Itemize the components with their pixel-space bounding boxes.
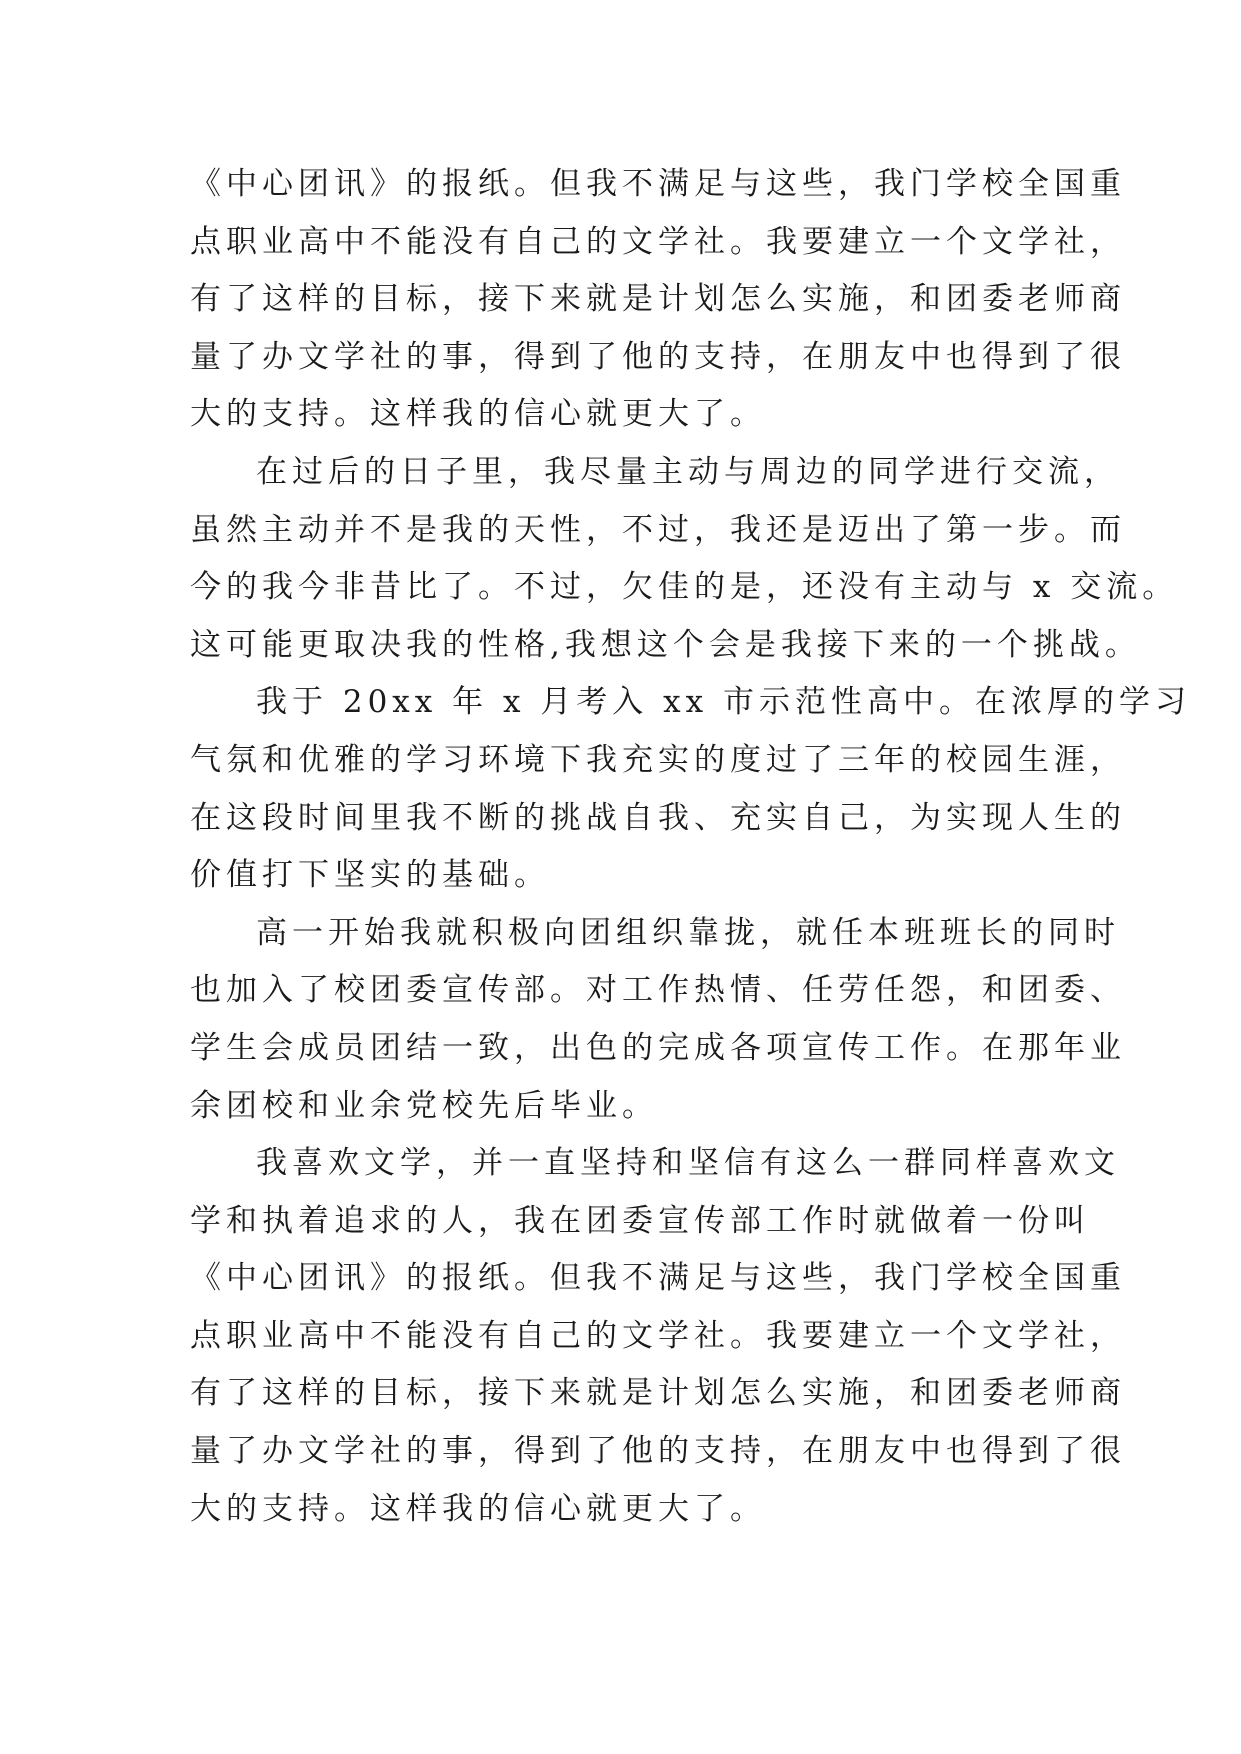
paragraph-3: [190, 674, 1191, 904]
text-line: 在这段时间里我不断的挑战自我、充实自己，为实现人生的: [190, 799, 1126, 836]
text-line: 大的支持。这样我的信心就更大了。: [190, 396, 766, 433]
text-line: 这可能更取决我的性格,我想这个会是我接下来的一个挑战。: [190, 626, 1141, 663]
text-line: 有了这样的目标，接下来就是计划怎么实施，和团委老师商: [190, 1375, 1126, 1412]
paragraph-5: [190, 1135, 1126, 1538]
text-line: 学和执着追求的人，我在团委宣传部工作时就做着一份叫: [190, 1202, 1090, 1239]
text-line: 余团校和业余党校先后毕业。: [190, 1087, 658, 1124]
paragraph-1: [190, 156, 1126, 444]
text-line: 高一开始我就积极向团组织靠拢，就任本班班长的同时: [256, 914, 1120, 951]
text-line: 我喜欢文学，并一直坚持和坚信有这么一群同样喜欢文: [256, 1145, 1120, 1182]
paragraph-4: [190, 905, 1126, 1135]
paragraph-2: [190, 444, 1179, 674]
text-line: 今的我今非昔比了。不过，欠佳的是，还没有主动与 x 交流。: [190, 569, 1179, 606]
text-line: 《中心团讯》的报纸。但我不满足与这些，我门学校全国重: [190, 1260, 1126, 1297]
document-body: [190, 156, 1191, 1538]
text-line: 量了办文学社的事，得到了他的支持，在朋友中也得到了很: [190, 1433, 1126, 1470]
text-line: 有了这样的目标，接下来就是计划怎么实施，和团委老师商: [190, 281, 1126, 318]
text-line: 大的支持。这样我的信心就更大了。: [190, 1490, 766, 1527]
text-line: 点职业高中不能没有自己的文学社。我要建立一个文学社，: [190, 1317, 1126, 1354]
text-line: 气氛和优雅的学习环境下我充实的度过了三年的校园生涯，: [190, 741, 1126, 778]
text-line: 学生会成员团结一致，出色的完成各项宣传工作。在那年业: [190, 1029, 1126, 1066]
text-line: 价值打下坚实的基础。: [190, 857, 550, 894]
text-line: 点职业高中不能没有自己的文学社。我要建立一个文学社，: [190, 223, 1126, 260]
text-line: 量了办文学社的事，得到了他的支持，在朋友中也得到了很: [190, 338, 1126, 375]
text-line: 在过后的日子里，我尽量主动与周边的同学进行交流，: [256, 453, 1120, 490]
text-line: 我于 20xx 年 x 月考入 xx 市示范性高中。在浓厚的学习: [256, 684, 1191, 721]
text-line: 《中心团讯》的报纸。但我不满足与这些，我门学校全国重: [190, 166, 1126, 202]
text-line: 虽然主动并不是我的天性，不过，我还是迈出了第一步。而: [190, 511, 1126, 548]
text-line: 也加入了校团委宣传部。对工作热情、任劳任怨，和团委、: [190, 972, 1126, 1009]
